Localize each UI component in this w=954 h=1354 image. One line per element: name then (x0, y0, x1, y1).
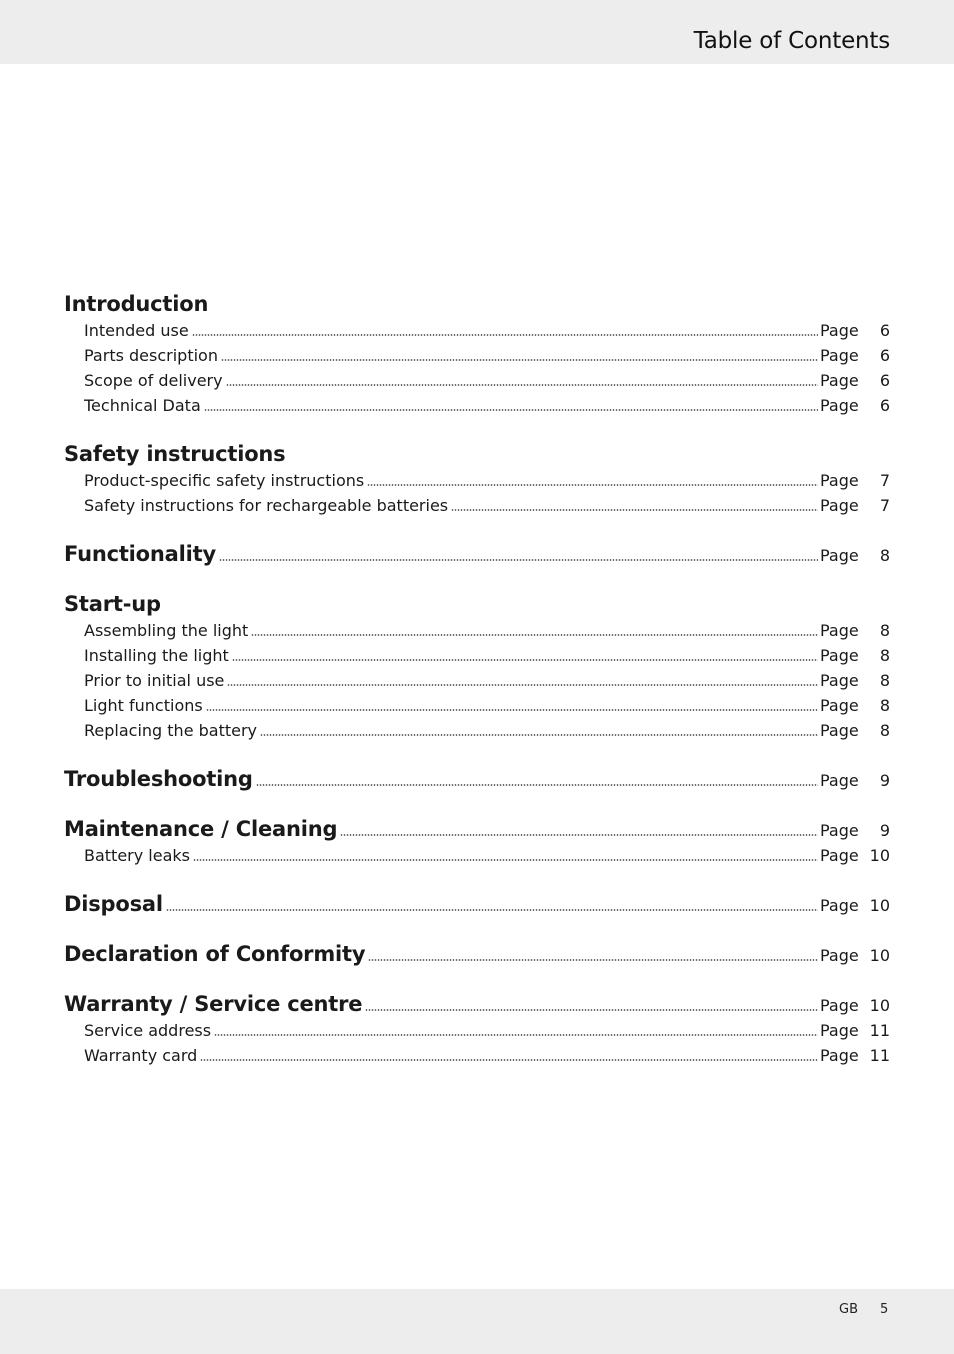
page-title: Table of Contents (693, 28, 890, 54)
toc-page-word: Page (820, 771, 859, 790)
dot-leader (367, 484, 818, 486)
toc-page-word: Page (820, 721, 859, 740)
dot-leader (200, 1059, 818, 1061)
toc-section-heading[interactable] (64, 290, 890, 315)
toc-page-number: 8 (879, 621, 890, 640)
dot-leader (192, 334, 818, 336)
toc-entry-label: Technical Data (84, 396, 201, 415)
toc-section-heading[interactable] (64, 540, 890, 565)
toc-entry-label: Service address (84, 1021, 212, 1040)
toc-page-number: 7 (879, 471, 890, 490)
toc-entry-label: Replacing the battery (84, 721, 258, 740)
dot-leader (226, 384, 818, 386)
toc-entry[interactable] (64, 315, 890, 340)
dot-leader (166, 909, 818, 911)
dot-leader (206, 709, 818, 711)
toc-section-heading[interactable] (64, 815, 890, 840)
dot-leader (365, 1009, 818, 1011)
toc-entry[interactable] (64, 340, 890, 365)
toc-section-label: Declaration of Conformity (64, 942, 366, 966)
toc-section-heading[interactable] (64, 440, 890, 465)
toc-entry-label: Assembling the light (84, 621, 249, 640)
toc-entry-label: Light functions (84, 696, 203, 715)
toc-entry-label: Intended use (84, 321, 189, 340)
toc-section-label: Start-up (64, 592, 161, 616)
toc-entry[interactable] (64, 840, 890, 865)
toc-page-number: 9 (879, 771, 890, 790)
dot-leader (193, 859, 818, 861)
toc-section-heading[interactable] (64, 890, 890, 915)
toc-page-number: 10 (869, 896, 890, 915)
toc-page-number: 8 (879, 671, 890, 690)
toc-page-word: Page (820, 396, 859, 415)
toc-entry[interactable] (64, 640, 890, 665)
toc-section-label: Safety instructions (64, 442, 286, 466)
toc-entry-label: Installing the light (84, 646, 229, 665)
dot-leader (232, 659, 818, 661)
toc-page-number: 6 (879, 346, 890, 365)
toc-entry[interactable] (64, 390, 890, 415)
toc-page-word: Page (820, 321, 859, 340)
toc-section-label: Warranty / Service centre (64, 992, 363, 1016)
toc-page-word: Page (820, 1046, 859, 1065)
toc-page-number: 6 (879, 321, 890, 340)
toc-spacer (64, 965, 890, 990)
toc-entry[interactable] (64, 715, 890, 740)
dot-leader (340, 834, 818, 836)
toc-page-word: Page (820, 696, 859, 715)
toc-page-number: 6 (879, 371, 890, 390)
toc-spacer (64, 415, 890, 440)
toc-section-label: Functionality (64, 542, 216, 566)
toc-page-word: Page (820, 896, 859, 915)
toc-section-label: Maintenance / Cleaning (64, 817, 338, 841)
toc-page-word: Page (820, 546, 859, 565)
dot-leader (204, 409, 818, 411)
toc-section-heading[interactable] (64, 990, 890, 1015)
toc-entry-label: Parts description (84, 346, 218, 365)
toc-section-label: Introduction (64, 292, 209, 316)
toc-page-number: 10 (869, 846, 890, 865)
toc-entry[interactable] (64, 615, 890, 640)
dot-leader (368, 959, 818, 961)
dot-leader (221, 359, 818, 361)
toc-page-number: 10 (869, 946, 890, 965)
dot-leader (219, 559, 818, 561)
toc-page-number: 8 (879, 696, 890, 715)
toc-entry-label: Warranty card (84, 1046, 198, 1065)
toc-page-word: Page (820, 621, 859, 640)
toc-spacer (64, 515, 890, 540)
toc-page-word: Page (820, 646, 859, 665)
toc-page-word: Page (820, 346, 859, 365)
toc-entry[interactable] (64, 465, 890, 490)
toc-entry[interactable] (64, 665, 890, 690)
toc-entry-label: Scope of delivery (84, 371, 223, 390)
toc-section-heading[interactable] (64, 765, 890, 790)
table-of-contents (64, 290, 890, 1065)
toc-spacer (64, 565, 890, 590)
toc-section-heading[interactable] (64, 590, 890, 615)
toc-page-word: Page (820, 946, 859, 965)
footer-band (0, 1289, 954, 1354)
toc-page-number: 11 (869, 1021, 890, 1040)
toc-page-number: 8 (879, 721, 890, 740)
toc-entry[interactable] (64, 1015, 890, 1040)
toc-section-label: Disposal (64, 892, 163, 916)
toc-page-number: 6 (879, 396, 890, 415)
toc-page-number: 10 (869, 996, 890, 1015)
toc-entry[interactable] (64, 690, 890, 715)
toc-page-word: Page (820, 996, 859, 1015)
toc-entry-label: Product-specific safety instructions (84, 471, 365, 490)
toc-entry[interactable] (64, 490, 890, 515)
toc-page-word: Page (820, 846, 859, 865)
toc-spacer (64, 790, 890, 815)
dot-leader (260, 734, 818, 736)
toc-spacer (64, 865, 890, 890)
toc-page-number: 7 (879, 496, 890, 515)
toc-page-word: Page (820, 371, 859, 390)
toc-page-word: Page (820, 1021, 859, 1040)
toc-spacer (64, 915, 890, 940)
toc-page-number: 11 (869, 1046, 890, 1065)
toc-page-number: 8 (879, 646, 890, 665)
toc-page-word: Page (820, 671, 859, 690)
footer-page-number: 5 (880, 1302, 889, 1317)
footer-language: GB (839, 1302, 858, 1317)
dot-leader (214, 1034, 818, 1036)
toc-page-number: 9 (879, 821, 890, 840)
toc-entry-label: Safety instructions for rechargeable batteries (84, 496, 449, 515)
toc-page-word: Page (820, 471, 859, 490)
toc-entry-label: Battery leaks (84, 846, 190, 865)
toc-spacer (64, 740, 890, 765)
dot-leader (251, 634, 818, 636)
toc-section-label: Troubleshooting (64, 767, 253, 791)
toc-section-heading[interactable] (64, 940, 890, 965)
dot-leader (256, 784, 818, 786)
toc-entry[interactable] (64, 365, 890, 390)
dot-leader (451, 509, 818, 511)
dot-leader (227, 684, 818, 686)
toc-page-word: Page (820, 821, 859, 840)
toc-entry-label: Prior to initial use (84, 671, 225, 690)
toc-page-word: Page (820, 496, 859, 515)
toc-page-number: 8 (879, 546, 890, 565)
toc-entry[interactable] (64, 1040, 890, 1065)
